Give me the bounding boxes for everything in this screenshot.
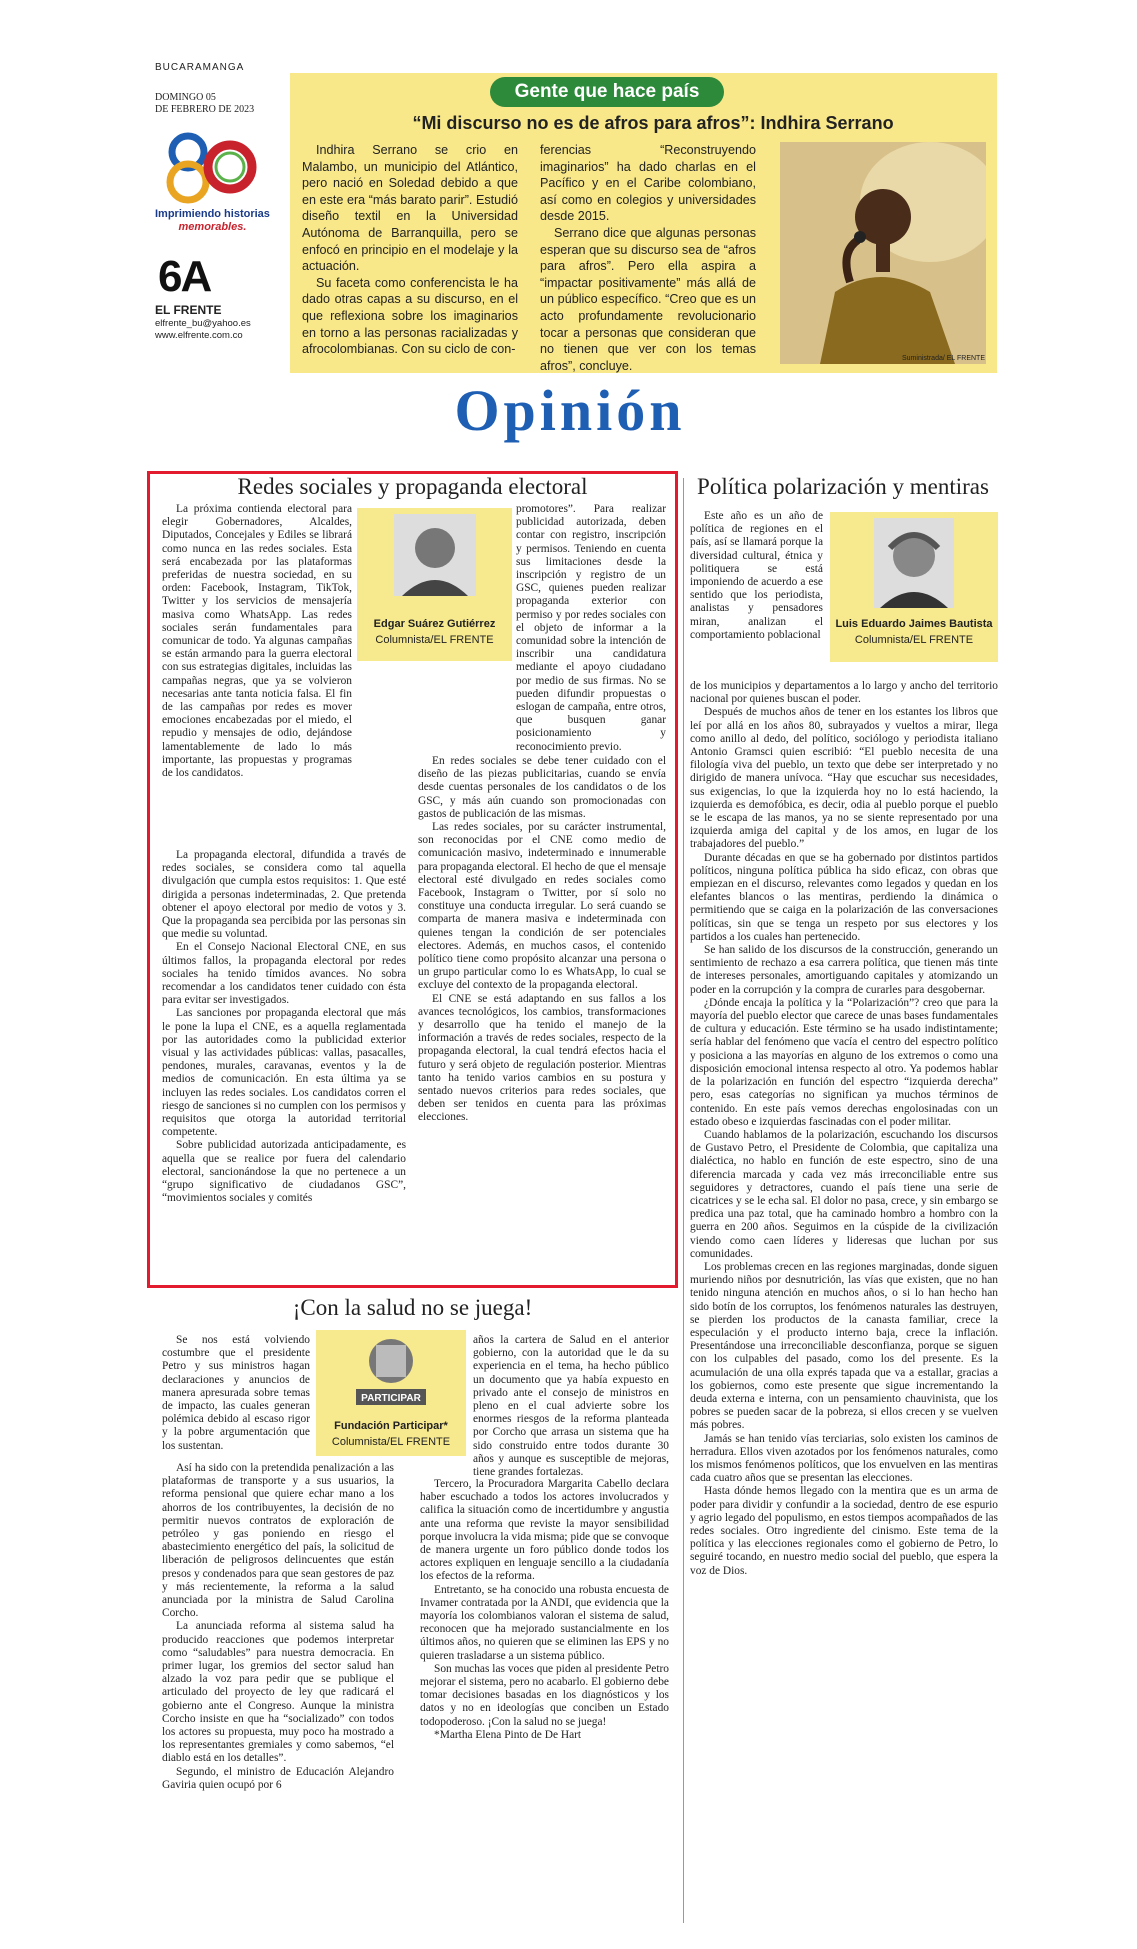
article1-title: Redes sociales y propaganda electoral [237,474,588,499]
paper-name: EL FRENTE [155,303,222,317]
date-line: DOMINGO 05 DE FEBRERO DE 2023 [155,92,255,115]
article2-column-2b: Tercero, la Procuradora Margarita Cabello declara haber escuchado a todos los actores involucrados y califica la situación como de incertidumbre y angustia ante una reforma que reviste la mayor sensibilidad porque involucra la vida misma; pide que se convoque de manera urgente un foro público donde todos los actores expliquen en lenguaje sencillo a la ciudadanía los efectos de la reforma. Entretanto, se ha conocido una robusta encuesta de Invamer contratada por la ANDI, que evidencia que la mayoría los colombianos valoran el sistema de salud, reconocen que ha mejorado sustancialmente en los últimos años, no quieren que se eliminen las EPS y no quieren trasladarse a un sistema público. Son muchas las voces que piden al presidente Petro mejorar el sistema, pero no acabarlo. El gobierno debe tomar decisiones basadas en los diagnósticos y los datos y no en ideologías que conciben un Estado todopoderoso. ¡Con la salud no se juega! *Martha Elena Pinto de De Hart [420,1478,669,1741]
paper-contact: elfrente_bu@yahoo.es www.elfrente.com.co [155,318,251,341]
article3-title: Política polarización y mentiras [697,474,989,499]
feature-column-2: ferencias “Reconstruyendo imaginarios” ha dado charlas en el Pacífico y en el Caribe colombiano, así como en colegios y universidades desde 2015. Serrano dice que algunas personas esperan que su discurso sea de “afros para afros”. Pero ella aspira a “impactar positivamente” más allá de un público específico. “Creo que es un acto profundamente revolucionario tocar a personas que consideran que no tienen que ver con los temas afros”, concluye. [540,143,756,373]
article3-body: de los municipios y departamentos a lo largo y ancho del territorio nacional por quienes buscan el poder. Después de muchos años de tener en los estantes los libros que leí por allá en los años 80, subrayados y vueltos a mirar, llega como anillo al dedo, del político, sociólogo y periodista italiano Antonio Gramsci quien escribió: “El pueblo necesita de una filología viva del pueblo, un texto que debe ser interpretado y no dirigido de manera unívoca. “Hay que escuchar sus necesidades, sus exigencias, lo que la izquierda hoy no lo está haciendo, la izquierda es demofóbica, es decir, odia al pueblo porque el pueblo se le escapa de las manos, ya no se siente representado por una izquierda amiga del capital y de los amos, en lugar de los trabajadores del pueblo.” Durante décadas en que se ha gobernado por distintos partidos políticos, ninguna política pública ha sido eficaz, con obras que empiezan en el discurso, relevantes como legados y quedan en los elefantes blancos o las mentiras, perdiendo la dinámica o permitiendo que se caiga en la polarización de las conversaciones políticas, sin que se tenga un respeto por sus electores y los partidos a los cuales han pertenecido. Se han salido de los discursos de la construcción, generando un sentimiento de rechazo a esa carrera política, que tienen más tinte de intereses personales, amortiguando capitales y atomizando un poder en la corrupción y la compra de curarles para desgobernar. ¿Dónde encaja la política y la “Polarización”? creo que para la mayoría del pueblo elector que carece de unas bases fundamentales de cultura y educación. Este término se ha usado indistintamente; sería hablar del fenómeno que vacía el centro del espectro político y posiciona a las mayorías en alguno de los extremos o como una disposición emocional intensa respecto al otro. Ya podemos hablar de la polarización en función del espectro “izquierda derecha” pero, esas categorías no significan ya muchos términos de contenido. En este país vemos derechas engolosinadas con un estado obeso e izquierdas fascinadas con el poder militar. Cuando hablamos de la polarización, escuchando los discursos de Gustavo Petro, el Presidente de Colombia, que capitaliza una dialéctica, no hablo en función de este espectro, sino de una diferencia marcada y cada vez más irreconciliable entre sus seguidores y detractores, cuando el país tiene una serie de cicatrices y se le echa sal. El dolor no pasa, crece, y sin embargo se predica una paz total, que ha caminado hombro a hombro con la guerra en 200 años. Seguimos en la cúspide de la civilización viendo como caen líderes y lideresas que luchan por sus comunidades. Los problemas crecen en las regiones marginadas, donde siguen muriendo niños por desnutrición, las vías que existen, que no han tenido ninguna atención en muchos años, o si lo han hecho han sido botín de los corruptos, los fenómenos naturales las destruyen, se pierden los productos de la canasta familiar, crece la especulación y el producto interno baja, crece la inflación. Presentándose una irreconciliable desconfianza, porque se siguen con los culpables del pasado, como los del presente. Es la acumulación de una olla exprés tapada que va a estallar, gracias a los gobiernos, como este presente que sigue incrementando la deuda externa e interna, con un pensamiento chauvinista, que los pobres se pueden sacar de la pobreza, si ellos crecen y se vuelven más pobres. Jamás se han tenido vías terciarias, solo existen los caminos de herradura. Ellos viven azotados por los fenómenos naturales, como los mismos fenómenos políticos, que los envuelven en las mentiras cada cuatro años que se presentan las elecciones. Hasta dónde hemos llegado con la mentira que es un arma de poder para dividir y confundir a la sociedad, dentro de ese espurio y agrio legado del populismo, en estos tiempos acompañados de las redes sociales. Otro ingrediente del cinismo. Este tema de la política y las elecciones regionales como el gobierno de Petro, lo seguiré tocando, en nuestro medio social del pueblo, que espera la voz de Dios. [690,680,998,1577]
feature-title: “Mi discurso no es de afros para afros”: Indhira Serrano [412,113,894,133]
page-number: 6A [158,252,211,301]
city-label: BUCARAMANGA [155,62,245,73]
author-photo [874,518,954,608]
participar-logo [356,1335,426,1407]
article2-column-2a: años la cartera de Salud en el anterior gobierno, con la autoridad que le da su experiencia en el tema, ha hecho público un documento que ya había expuesto en privado ante el consejo de ministros en pleno en el cual advierte sobre los enormes riesgos de la reforma planteada por Corcho que arrasa un sistema que ha sido construido entre todos durante 30 años y aunque es susceptible de mejoras, tiene grandes fortalezas. [473,1334,669,1479]
article1-column-1a: La próxima contienda electoral para elegir Gobernadores, Alcaldes, Diputados, Concejales y Ediles se librará como nunca en las redes sociales. Esta será encabezada por las plataformas preferidas de nuestra sociedad, en su orden: Facebook, Instagram, TikTok, Twitter y los servicios de mensajería masiva como WhatsApp. Las redes sociales serán fundamentales para comunicar de todo. Ya algunas campañas se están armando para la guerra electoral con sus estrategias digitales, incluidas las campañas negras, que ya se volvieron necesarias ante tanta noticia falsa. El fin de las campañas por redes es mover emociones encabezadas por el miedo, el repudio y mensajes de odio, dejándose lamentablemente de lado lo más importante, las propuestas y programas de los candidatos. [162,503,352,780]
portrait-illustration [780,142,986,364]
article1-author-box: Edgar Suárez Gutiérrez Columnista/EL FRENTE [357,508,512,661]
logo-tagline: Imprimiendo historias memorables. [155,208,270,233]
feature-photo [780,142,986,364]
svg-text:Opinión: Opinión [454,378,686,443]
section-title [380,378,760,448]
article1-column-2a: promotores”. Para realizar publicidad autorizada, deben contar con registro, inscripción y permisos. Teniendo en cuenta sus limitaciones desde la inscripción y registro de un GSC, quienes pueden realizar propaganda exterior con permiso y por redes sociales con el objeto de informar a la comunidad sobre la intención de inscribir una candidatura mediante el apoyo ciudadano por medio de sus firmas. No se pueden difundir propuestas o eslogan de campaña, entre otros, que busquen ganar posicionamiento y reconocimiento previo. [516,503,666,753]
author-photo [394,514,476,596]
article2-column-1b: Así ha sido con la pretendida penalización a las plataformas de transporte y a sus usuarios, la reforma pensional que quiere echar mano a los ahorros de los contribuyentes, la decisión de no permitir nuevos contratos de exploración de petróleo y gas poniendo en riesgo el abastecimiento energético del país, la solicitud de liberación de peligrosos delincuentes que están presos y condenados para que sean gestores de paz y más recientemente, la reforma a la salud anunciada por la ministra de Salud Carolina Corcho. La anunciada reforma al sistema salud ha producido reacciones que podemos interpretar como “saludables” para nuestra democracia. En primer lugar, los gremios del sector salud han alzado la voz para pedir que se publique el articulado del proyecto de ley que radicará el gobierno ante el Congreso. Aunque la ministra Corcho insiste en que ha “socializado” con todos los actores su propuesta, muy poco ha mostrado a los representantes gremiales y como sabemos, “el diablo está en los detalles”. Segundo, el ministro de Educación Alejandro Gaviria quien ocupó por 6 [162,1462,394,1791]
article1-column-2b: En redes sociales se debe tener cuidado con el diseño de las piezas publicitarias, cuando se envía desde cuentas personales de los candidatos o de los GSC, y más aún cuando son promocionadas con gastos de publicación de las mismas. Las redes sociales, por su carácter instrumental, son reconocidas por el CNE como medio de comunicación masivo, indeterminado e innumerable para propaganda electoral. El hecho de que el mensaje electoral esté divulgado en redes sociales como Facebook, Instagram o Twitter, por sí solo no constituye una conducta irregular. Lo será cuando se comparta de manera masiva e indeterminada con quienes tengan la condición de ser potenciales electores. Además, en muchos casos, el contenido político tiene como propósito alcanzar una persona o un grupo particular como lo es WhatsApp, lo cual se excluye del contexto de la propaganda electoral. El CNE se está adaptando en sus fallos a los avances tecnológicos, los cambios, transformaciones y desarrollo que ha tenido el manejo de la información a través de redes sociales, respecto de la propaganda electoral, la cual tendrá efectos hacia el futuro y será objeto de regulación posterior. Mientras tanto ha tenido varios cambios en su postura y sentado nuevos criterios para redes sociales, que deben ser tenidos en cuenta para las próximas elecciones. [418,755,666,1124]
article2-title: ¡Con la salud no se juega! [292,1295,533,1320]
article2-author-box: PARTICIPAR Fundación Participar* Columnista/EL FRENTE [316,1330,466,1456]
article3-intro: Este año es un año de política de regiones en el país, así se llamará porque la diversidad cultural, étnica y politiquera se está imponiendo de acuerdo a ese sentido que los periodista, analistas y pensadores miran, analizan el comportamiento poblacional [690,510,823,641]
anniversary-logo [160,130,260,205]
photo-credit: Suministrada/ EL FRENTE [902,355,985,362]
feature-banner: Gente que hace país [490,77,724,107]
article2-column-1a: Se nos está volviendo costumbre que el presidente Petro y sus ministros hagan declaraciones y anuncios de manera apresurada sobre temas de impacto, las cuales generan polémica debido al escaso rigor y la pobre argumentación que los sustentan. [162,1334,310,1452]
feature-column-1: Indhira Serrano se crio en Malambo, un municipio del Atlántico, pero nació en Soledad debido a que en este era “más barato parir”. Estudió diseño textil en la Universidad Autónoma de Barranquilla, pero se enfocó en principio en el modelaje y la actuación. Su faceta como conferencista le ha dado otras capas a su discurso, en el que reflexiona sobre los imaginarios en torno a las personas racializadas y afrocolombianas. Con su ciclo de con- [302,143,518,357]
svg-text:PARTICIPAR: PARTICIPAR [361,1393,421,1404]
column-divider [683,478,684,1923]
article3-author-box: Luis Eduardo Jaimes Bautista Columnista/EL FRENTE [830,512,998,662]
article1-column-1b: La propaganda electoral, difundida a través de redes sociales, se considera como tal aquella divulgación que cumpla estos requisitos: 1. Que esté dirigida a personas indeterminadas, 2. Que pretenda obtener el apoyo electoral por medio de votos y 3. Que la propaganda sea percibida por las personas sin que medie su voluntad. En el Consejo Nacional Electoral CNE, en sus últimos fallos, la propaganda electoral por redes sociales ha tenido tímidos avances. No sobra recomendar a los candidatos tener cuidado con ésta para evitar ser investigados. Las sanciones por propaganda electoral que más le pone la lupa el CNE, es a aquella reglamentada por las autoridades como la publicidad exterior visual y las actividades públicas: vallas, pasacalles, pendones, murales, caravanas, eventos y la de medios de comunicación. En esta última ya se incluyen las redes sociales. Los candidatos corren el riesgo de sanciones si no cumplen con los permisos y requisitos que otorga la autoridad territorial competente. Sobre publicidad autorizada anticipadamente, es aquella que se realice por fuera del calendario electoral, sancionándose la que no pertenece a un “grupo significativo de ciudadanos GSC”, “movimientos sociales y comités [162,849,406,1205]
